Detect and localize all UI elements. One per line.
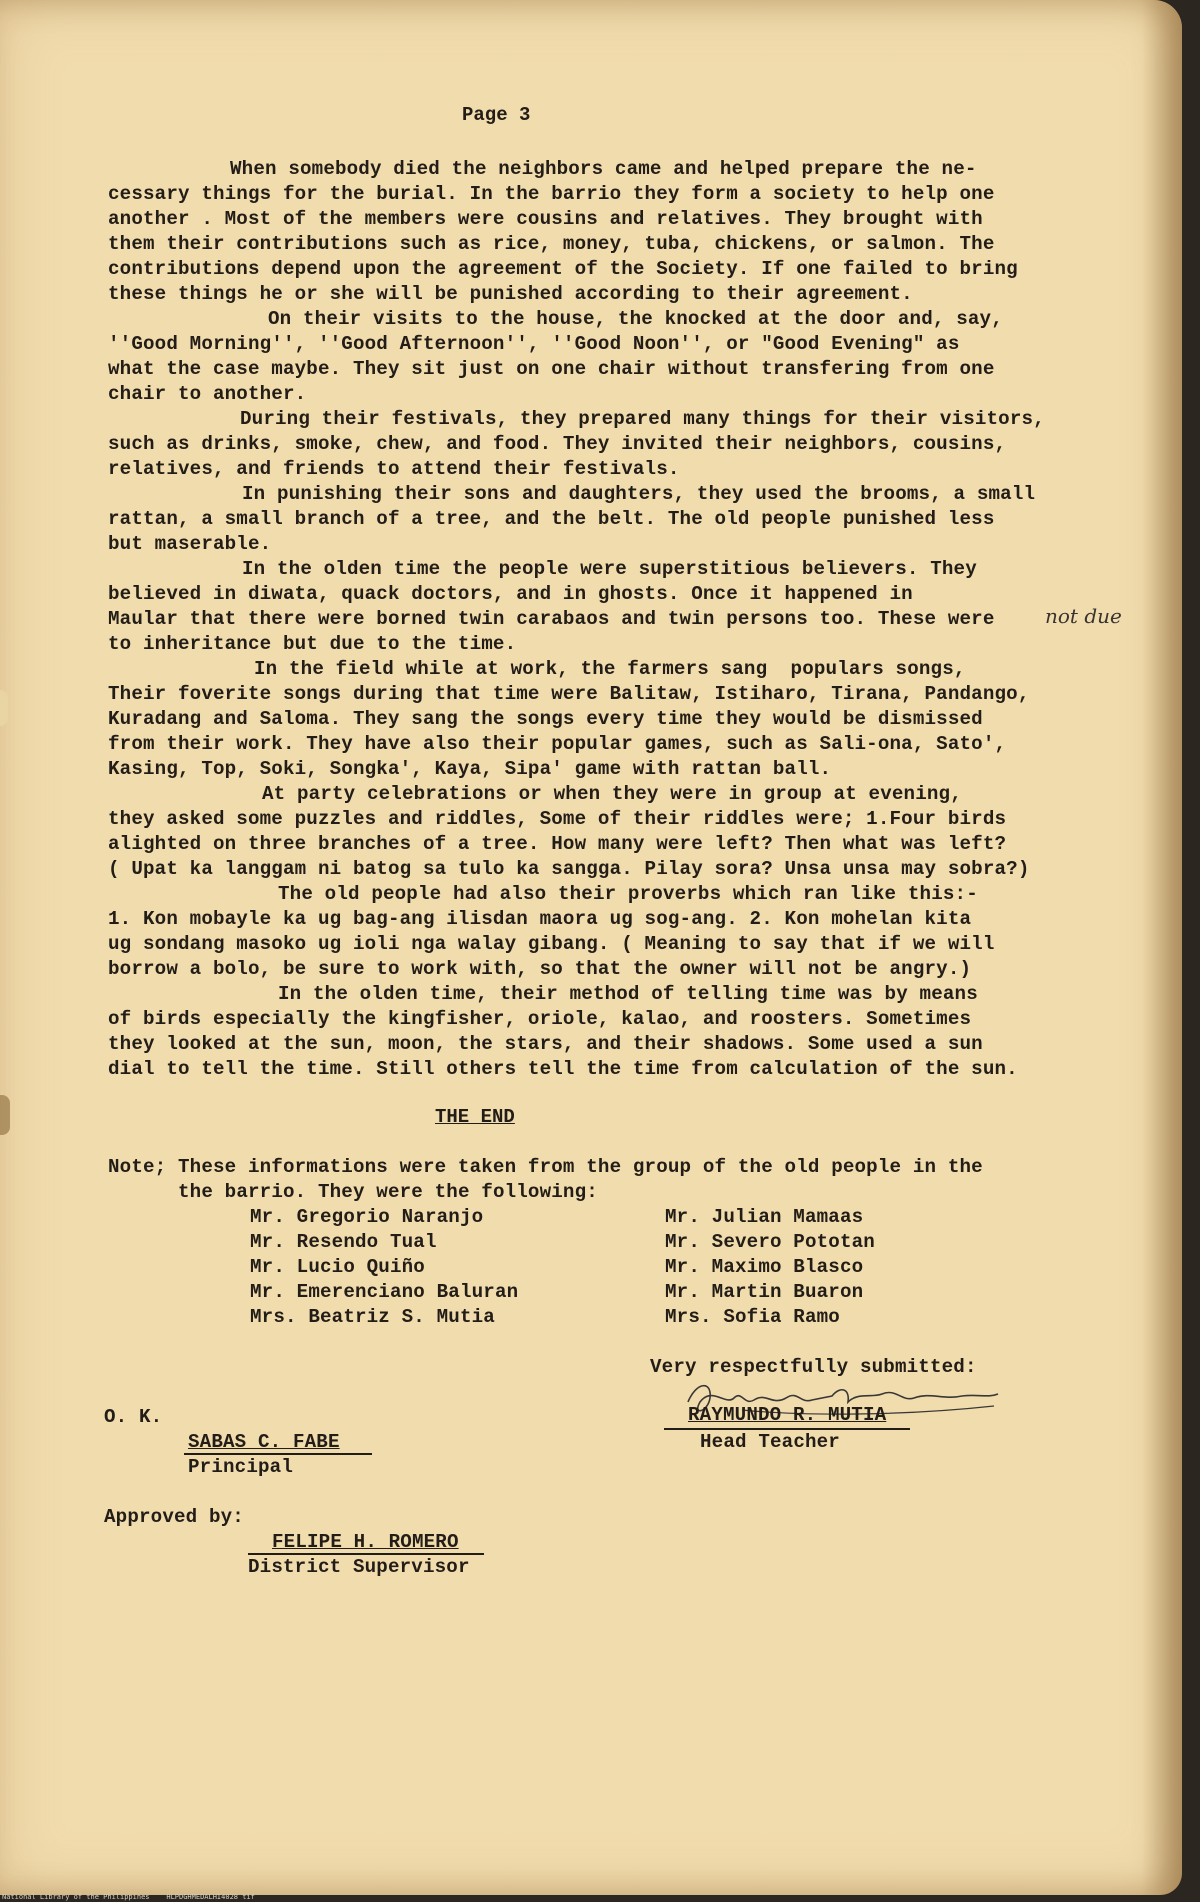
informant-name: Mr. Martin Buaron xyxy=(665,1281,864,1303)
text-line: On their visits to the house, the knocked at the door and, say, xyxy=(268,308,1003,330)
informant-name: Mr. Maximo Blasco xyxy=(665,1256,864,1278)
text-line: ( Upat ka langgam ni batog sa tulo ka sangga. Pilay sora? Unsa unsa may sobra?) xyxy=(108,858,1030,880)
supervisor-name: FELIPE H. ROMERO xyxy=(272,1531,459,1553)
handwritten-note: not due xyxy=(1045,604,1122,628)
principal-name: SABAS C. FABE xyxy=(188,1431,340,1453)
informant-name: Mrs. Beatriz S. Mutia xyxy=(250,1306,495,1328)
text-line: from their work. They have also their popular games, such as Sali-ona, Sato', xyxy=(108,733,1007,755)
text-line: Maular that there were borned twin carabaos and twin persons too. These were xyxy=(108,608,995,630)
signature-rule xyxy=(248,1553,484,1555)
text-line: At party celebrations or when they were in group at evening, xyxy=(262,783,962,805)
note-line: Note; These informations were taken from the group of the old people in the xyxy=(108,1156,983,1178)
text-line: cessary things for the burial. In the barrio they form a society to help one xyxy=(108,183,995,205)
text-line: In the olden time the people were superstitious believers. They xyxy=(242,558,977,580)
informant-name: Mr. Lucio Quiño xyxy=(250,1256,425,1278)
teacher-title: Head Teacher xyxy=(700,1431,840,1453)
punch-hole xyxy=(0,690,8,726)
text-line: Kasing, Top, Soki, Songka', Kaya, Sipa' game with rattan ball. xyxy=(108,758,832,780)
text-line: Their foverite songs during that time were Balitaw, Istiharo, Tirana, Pandango, xyxy=(108,683,1030,705)
text-line: them their contributions such as rice, money, tuba, chickens, or salmon. The xyxy=(108,233,995,255)
text-line: they asked some puzzles and riddles, Some of their riddles were; 1.Four birds xyxy=(108,808,1007,830)
page-title: Page 3 xyxy=(462,104,531,126)
text-line: In the field while at work, the farmers sang populars songs, xyxy=(254,658,966,680)
text-line: During their festivals, they prepared many things for their visitors, xyxy=(240,408,1045,430)
text-line: such as drinks, smoke, chew, and food. They invited their neighbors, cousins, xyxy=(108,433,1007,455)
informant-name: Mr. Gregorio Naranjo xyxy=(250,1206,484,1228)
text-line: In the olden time, their method of telling time was by means xyxy=(278,983,978,1005)
informant-name: Mr. Julian Mamaas xyxy=(665,1206,864,1228)
informant-name: Mrs. Sofia Ramo xyxy=(665,1306,840,1328)
text-line: they looked at the sun, moon, the stars, and their shadows. Some used a sun xyxy=(108,1033,983,1055)
supervisor-title: District Supervisor xyxy=(248,1556,470,1578)
teacher-name: RAYMUNDO R. MUTIA xyxy=(688,1404,887,1426)
informant-name: Mr. Resendo Tual xyxy=(250,1231,437,1253)
text-line: In punishing their sons and daughters, they used the brooms, a small xyxy=(242,483,1036,505)
text-line: The old people had also their proverbs which ran like this:- xyxy=(278,883,978,905)
text-line: alighted on three branches of a tree. How many were left? Then what was left? xyxy=(108,833,1007,855)
text-line: contributions depend upon the agreement of the Society. If one failed to bring xyxy=(108,258,1018,280)
binding-mark xyxy=(0,1095,10,1135)
submitted-line: Very respectfully submitted: xyxy=(650,1356,977,1378)
text-line: another . Most of the members were cousins and relatives. They brought with xyxy=(108,208,983,230)
text-line: to inheritance but due to the time. xyxy=(108,633,517,655)
text-line: but maserable. xyxy=(108,533,272,555)
note-line: the barrio. They were the following: xyxy=(178,1181,598,1203)
informant-name: Mr. Emerenciano Baluran xyxy=(250,1281,519,1303)
archive-footer: National Library of the Philippines HLPDGHMEDALHI4028 tif xyxy=(2,1893,255,1901)
text-line: of birds especially the kingfisher, oriole, kalao, and roosters. Sometimes xyxy=(108,1008,972,1030)
informant-name: Mr. Severo Pototan xyxy=(665,1231,875,1253)
text-line: what the case maybe. They sit just on one chair without transfering from one xyxy=(108,358,995,380)
text-line: dial to tell the time. Still others tell the time from calculation of the sun. xyxy=(108,1058,1018,1080)
text-line: 1. Kon mobayle ka ug bag-ang ilisdan maora ug sog-ang. 2. Kon mohelan kita xyxy=(108,908,972,930)
text-line: rattan, a small branch of a tree, and the belt. The old people punished less xyxy=(108,508,995,530)
text-line: chair to another. xyxy=(108,383,307,405)
signature-rule xyxy=(184,1453,372,1455)
text-line: relatives, and friends to attend their festivals. xyxy=(108,458,680,480)
text-line: ug sondang masoko ug ioli nga walay gibang. ( Meaning to say that if we will xyxy=(108,933,995,955)
the-end-heading: THE END xyxy=(435,1106,515,1128)
text-line: these things he or she will be punished according to their agreement. xyxy=(108,283,913,305)
text-line: borrow a bolo, be sure to work with, so that the owner will not be angry.) xyxy=(108,958,972,980)
text-line: When somebody died the neighbors came and helped prepare the ne- xyxy=(230,158,977,180)
text-line: ''Good Morning'', ''Good Afternoon'', ''Good Noon'', or "Good Evening" as xyxy=(108,333,960,355)
text-line: believed in diwata, quack doctors, and in ghosts. Once it happened in xyxy=(108,583,913,605)
text-line: Kuradang and Saloma. They sang the songs every time they would be dismissed xyxy=(108,708,983,730)
signature-rule xyxy=(664,1428,910,1430)
ok-label: O. K. xyxy=(104,1406,163,1428)
approved-label: Approved by: xyxy=(104,1506,244,1528)
principal-title: Principal xyxy=(188,1456,293,1478)
